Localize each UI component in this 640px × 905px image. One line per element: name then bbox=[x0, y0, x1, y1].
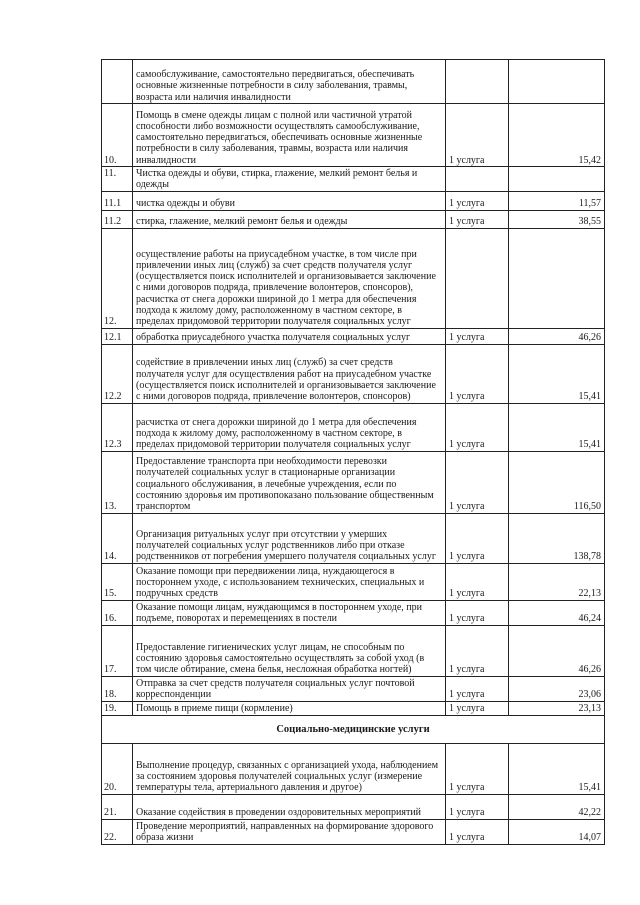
table-row bbox=[102, 344, 605, 403]
table-row bbox=[102, 228, 605, 328]
table-row bbox=[102, 403, 605, 451]
service-description: Оказание помощи при передвижении лица, нуждающегося в постороннем уходе, с использованием технических, специальных и подручных средств bbox=[133, 563, 446, 600]
service-unit: 1 услуга bbox=[446, 794, 509, 819]
table-row bbox=[102, 794, 605, 819]
service-price: 42,22 bbox=[509, 794, 605, 819]
service-unit: 1 услуга bbox=[446, 451, 509, 513]
service-price: 15,41 bbox=[509, 743, 605, 794]
table-row bbox=[102, 513, 605, 563]
service-price bbox=[509, 228, 605, 328]
service-price: 116,50 bbox=[509, 451, 605, 513]
service-unit bbox=[446, 60, 509, 104]
row-number: 12.1 bbox=[102, 328, 133, 344]
row-number: 14. bbox=[102, 513, 133, 563]
row-number: 21. bbox=[102, 794, 133, 819]
service-price: 15,41 bbox=[509, 403, 605, 451]
service-unit: 1 услуга bbox=[446, 701, 509, 715]
service-description: содействие в привлечении иных лиц (служб) за счет средств получателя услуг для осуществления работ на приусадебном участке (осуществляется поиск исполнителей и организовывается заключение с ними договоров подряда, привлечение волонтеров, спонсоров) bbox=[133, 344, 446, 403]
service-description: обработка приусадебного участка получателя социальных услуг bbox=[133, 328, 446, 344]
service-price bbox=[509, 60, 605, 104]
row-number: 20. bbox=[102, 743, 133, 794]
service-description: Проведение мероприятий, направленных на формирование здорового образа жизни bbox=[133, 819, 446, 844]
service-price: 15,42 bbox=[509, 104, 605, 167]
service-description: расчистка от снега дорожки шириной до 1 метра для обеспечения подхода к жилому дому, расположенному в частном секторе, в пределах придомовой территории получателя социальных услуг bbox=[133, 403, 446, 451]
service-unit: 1 услуга bbox=[446, 328, 509, 344]
table-row bbox=[102, 451, 605, 513]
service-price: 23,13 bbox=[509, 701, 605, 715]
service-description: стирка, глажение, мелкий ремонт белья и одежды bbox=[133, 210, 446, 228]
row-number: 17. bbox=[102, 625, 133, 676]
service-description: Помощь в смене одежды лицам с полной или частичной утратой способности либо возможности осуществлять самообслуживание, самостоятельно передвигаться, обеспечивать основные жизненные потребности в силу заболевания, травмы, возраста или наличия инвалидности bbox=[133, 104, 446, 167]
row-number: 15. bbox=[102, 563, 133, 600]
service-description: Предоставление транспорта при необходимости перевозки получателей социальных услуг в стационарные организации социального обслуживания, в лечебные учреждения, если по состоянию здоровья им противопоказано пользование общественным транспортом bbox=[133, 451, 446, 513]
service-price: 15,41 bbox=[509, 344, 605, 403]
service-price: 11,57 bbox=[509, 191, 605, 210]
table-row bbox=[102, 676, 605, 701]
service-unit: 1 услуга bbox=[446, 563, 509, 600]
service-unit: 1 услуга bbox=[446, 344, 509, 403]
table-row bbox=[102, 743, 605, 794]
service-description: Оказание содействия в проведении оздоровительных мероприятий bbox=[133, 794, 446, 819]
table-row bbox=[102, 563, 605, 600]
row-number: 12. bbox=[102, 228, 133, 328]
row-number: 11.2 bbox=[102, 210, 133, 228]
service-description: самообслуживание, самостоятельно передвигаться, обеспечивать основные жизненные потребности в силу заболевания, травмы, возраста или наличия инвалидности bbox=[133, 60, 446, 104]
row-number: 22. bbox=[102, 819, 133, 844]
service-description: Предоставление гигиенических услуг лицам, не способным по состоянию здоровья самостоятельно осуществлять за собой уход (в том числе обтирание, смена белья, несложная обработка ногтей) bbox=[133, 625, 446, 676]
service-description: Выполнение процедур, связанных с организацией ухода, наблюдением за состоянием здоровья получателей социальных услуг (измерение температуры тела, артериального давления и другое) bbox=[133, 743, 446, 794]
row-number bbox=[102, 60, 133, 104]
service-unit: 1 услуга bbox=[446, 743, 509, 794]
table-row bbox=[102, 191, 605, 210]
service-unit: 1 услуга bbox=[446, 625, 509, 676]
row-number: 19. bbox=[102, 701, 133, 715]
service-unit: 1 услуга bbox=[446, 819, 509, 844]
service-description: Оказание помощи лицам, нуждающимся в постороннем уходе, при подъеме, поворотах и перемещениях в постели bbox=[133, 600, 446, 625]
section-header-row bbox=[102, 715, 605, 743]
service-description: Организация ритуальных услуг при отсутствии у умерших получателей социальных услуг родственников либо при отказе родственников от погребения умершего получателя социальных услуг bbox=[133, 513, 446, 563]
row-number: 12.2 bbox=[102, 344, 133, 403]
service-price: 46,26 bbox=[509, 328, 605, 344]
service-price: 14,07 bbox=[509, 819, 605, 844]
row-number: 18. bbox=[102, 676, 133, 701]
table-row bbox=[102, 625, 605, 676]
row-number: 16. bbox=[102, 600, 133, 625]
service-price: 38,55 bbox=[509, 210, 605, 228]
service-description: чистка одежды и обуви bbox=[133, 191, 446, 210]
table-row bbox=[102, 701, 605, 715]
service-description: Чистка одежды и обуви, стирка, глажение, мелкий ремонт белья и одежды bbox=[133, 167, 446, 192]
service-price: 46,26 bbox=[509, 625, 605, 676]
row-number: 11. bbox=[102, 167, 133, 192]
service-unit: 1 услуга bbox=[446, 191, 509, 210]
service-price: 46,24 bbox=[509, 600, 605, 625]
service-unit: 1 услуга bbox=[446, 600, 509, 625]
table-row bbox=[102, 60, 605, 104]
service-unit bbox=[446, 167, 509, 192]
service-unit: 1 услуга bbox=[446, 676, 509, 701]
services-tariff-table bbox=[101, 59, 605, 845]
service-price: 22,13 bbox=[509, 563, 605, 600]
service-unit bbox=[446, 228, 509, 328]
table-row bbox=[102, 104, 605, 167]
service-unit: 1 услуга bbox=[446, 403, 509, 451]
row-number: 12.3 bbox=[102, 403, 133, 451]
section-title: Социально-медицинские услуги bbox=[102, 715, 605, 743]
table-row bbox=[102, 210, 605, 228]
service-price bbox=[509, 167, 605, 192]
table-row bbox=[102, 600, 605, 625]
document-page bbox=[101, 59, 601, 845]
service-unit: 1 услуга bbox=[446, 210, 509, 228]
table-row bbox=[102, 167, 605, 192]
service-description: Отправка за счет средств получателя социальных услуг почтовой корреспонденции bbox=[133, 676, 446, 701]
row-number: 10. bbox=[102, 104, 133, 167]
service-unit: 1 услуга bbox=[446, 104, 509, 167]
table-row bbox=[102, 328, 605, 344]
row-number: 11.1 bbox=[102, 191, 133, 210]
row-number: 13. bbox=[102, 451, 133, 513]
service-description: осуществление работы на приусадебном участке, в том числе при привлечении иных лиц (служб) за счет средств получателя услуг (осуществляется поиск исполнителей и организовывается заключение с ними договоров подряда, привлечение волонтеров, спонсоров), расчистка от снега дорожки шириной до 1 метра для обеспечения подхода к жилому дому, расположенному в частном секторе, в пределах придомовой территории получателя социальных услуг bbox=[133, 228, 446, 328]
service-description: Помощь в приеме пищи (кормление) bbox=[133, 701, 446, 715]
service-unit: 1 услуга bbox=[446, 513, 509, 563]
table-row bbox=[102, 819, 605, 844]
service-price: 23,06 bbox=[509, 676, 605, 701]
service-price: 138,78 bbox=[509, 513, 605, 563]
